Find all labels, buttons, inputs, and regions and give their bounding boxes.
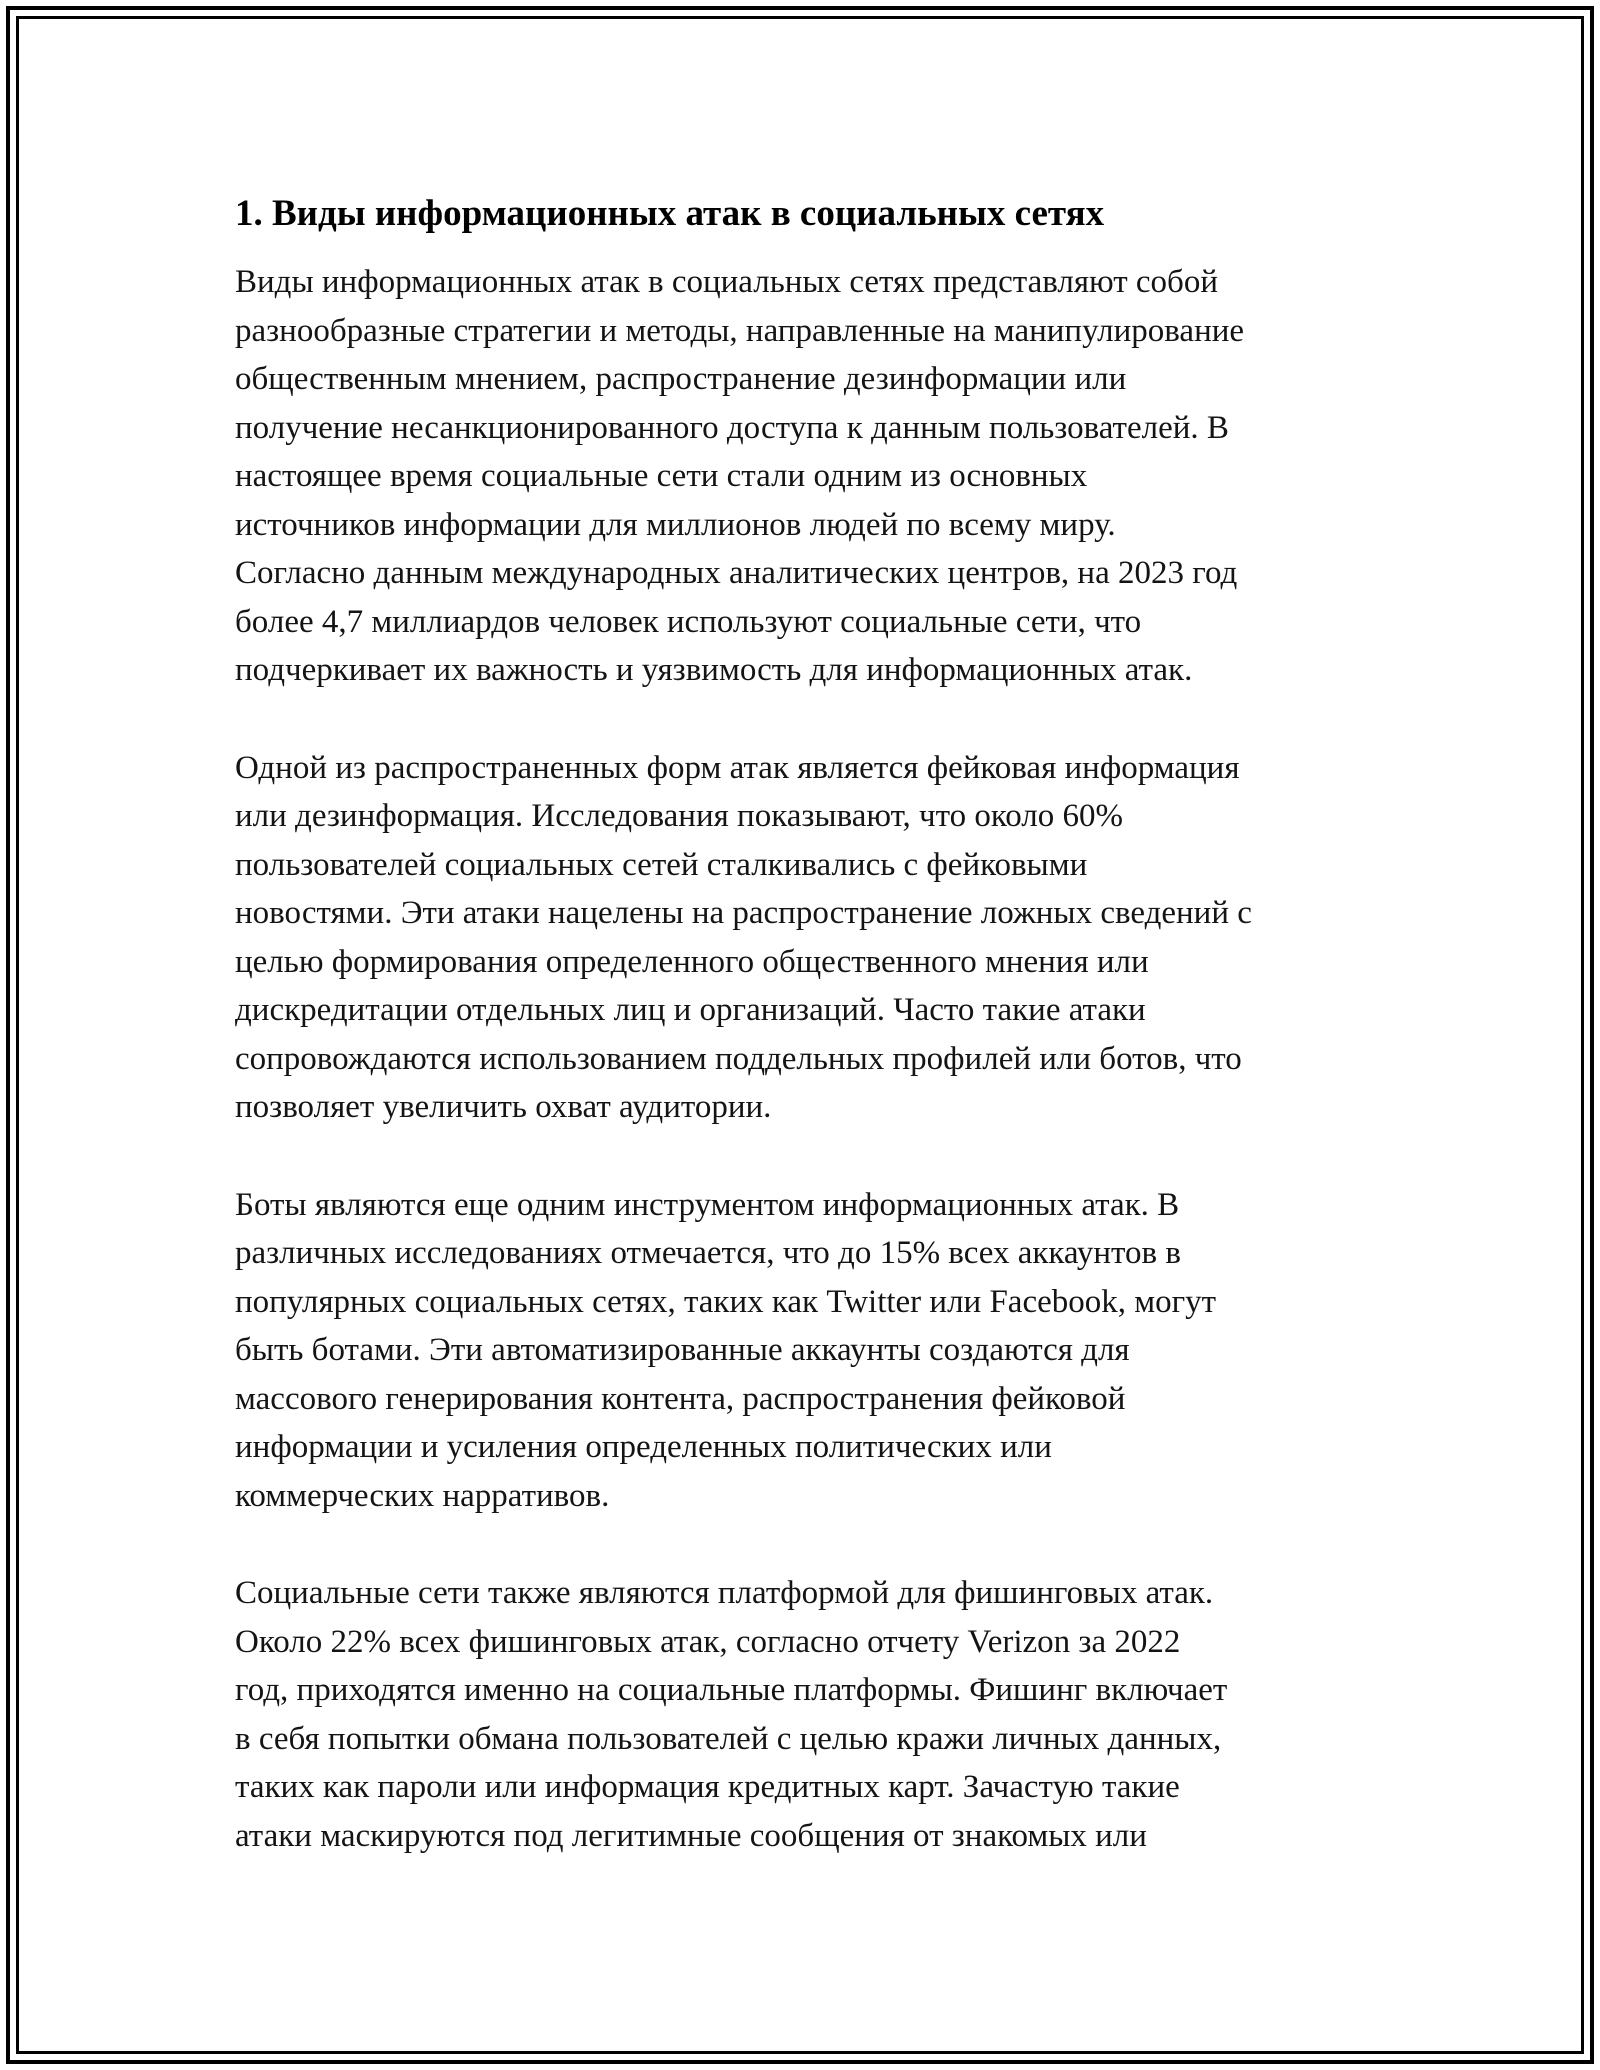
text-line: информации и усиления определенных политических или [235,1429,1052,1465]
text-line: позволяет увеличить охват аудитории. [235,1089,772,1125]
text-line: Около 22% всех фишинговых атак, согласно отчету Verizon за 2022 [235,1623,1181,1660]
text-line: Социальные сети также являются платформой для фишинговых атак. [235,1575,1214,1611]
text-line: год, приходятся именно на социальные платформы. Фишинг включает [235,1672,1228,1708]
text-line: новостями. Эти атаки нацелены на распространение ложных сведений с [235,895,1252,931]
text-line: получение несанкционированного доступа к данным пользователей. В [235,409,1229,446]
document-body [235,188,1375,1909]
text-line: Согласно данным международных аналитических центров, на 2023 год [235,555,1238,591]
text-line: в себя попытки обмана пользователей с целью кражи личных данных, [235,1720,1222,1757]
paragraph-3 [235,1181,1375,1521]
text-line: быть ботами. Эти автоматизированные аккаунты создаются для [235,1332,1130,1368]
text-line: или дезинформация. Исследования показывают, что около 60% [235,798,1124,834]
text-line: общественным мнением, распространение дезинформации или [235,361,1127,397]
text-line: Одной из распространенных форм атак является фейковая информация [235,749,1240,786]
text-line: настоящее время социальные сети стали одним из основных [235,458,1088,494]
text-line: источников информации для миллионов людей по всему миру. [235,506,1116,543]
text-line: разнообразные стратегии и методы, направленные на манипулирование [235,312,1245,349]
text-line: различных исследованиях отмечается, что до 15% всех аккаунтов в [235,1235,1181,1271]
text-line: целью формирования определенного общественного мнения или [235,943,1149,980]
text-line: более 4,7 миллиардов человек используют социальные сети, что [235,603,1142,640]
text-line: популярных социальных сетях, таких как Twitter или Facebook, могут [235,1283,1217,1320]
text-line: коммерческих нарративов. [235,1477,610,1514]
paragraph-2 [235,744,1375,1132]
text-line: таких как пароли или информация кредитных карт. Зачастую такие [235,1769,1180,1805]
text-line: Боты являются еще одним инструментом информационных атак. В [235,1186,1180,1223]
text-line: дискредитации отдельных лиц и организаций. Часто такие атаки [235,992,1146,1028]
text-line: Виды информационных атак в социальных сетях представляют собой [235,264,1219,300]
text-line: массового генерирования контента, распространения фейковой [235,1380,1126,1417]
text-line: сопровождаются использованием поддельных профилей или ботов, что [235,1040,1242,1077]
paragraph-1 [235,258,1375,695]
text-line: подчеркивает их важность и уязвимость для информационных атак. [235,652,1193,688]
text-line: атаки маскируются под легитимные сообщения от знакомых или [235,1817,1147,1854]
section-title: 1. Виды информационных атак в социальных сетях [235,193,1105,234]
paragraph-4 [235,1569,1375,1860]
text-line: пользователей социальных сетей сталкивались с фейковыми [235,846,1088,883]
